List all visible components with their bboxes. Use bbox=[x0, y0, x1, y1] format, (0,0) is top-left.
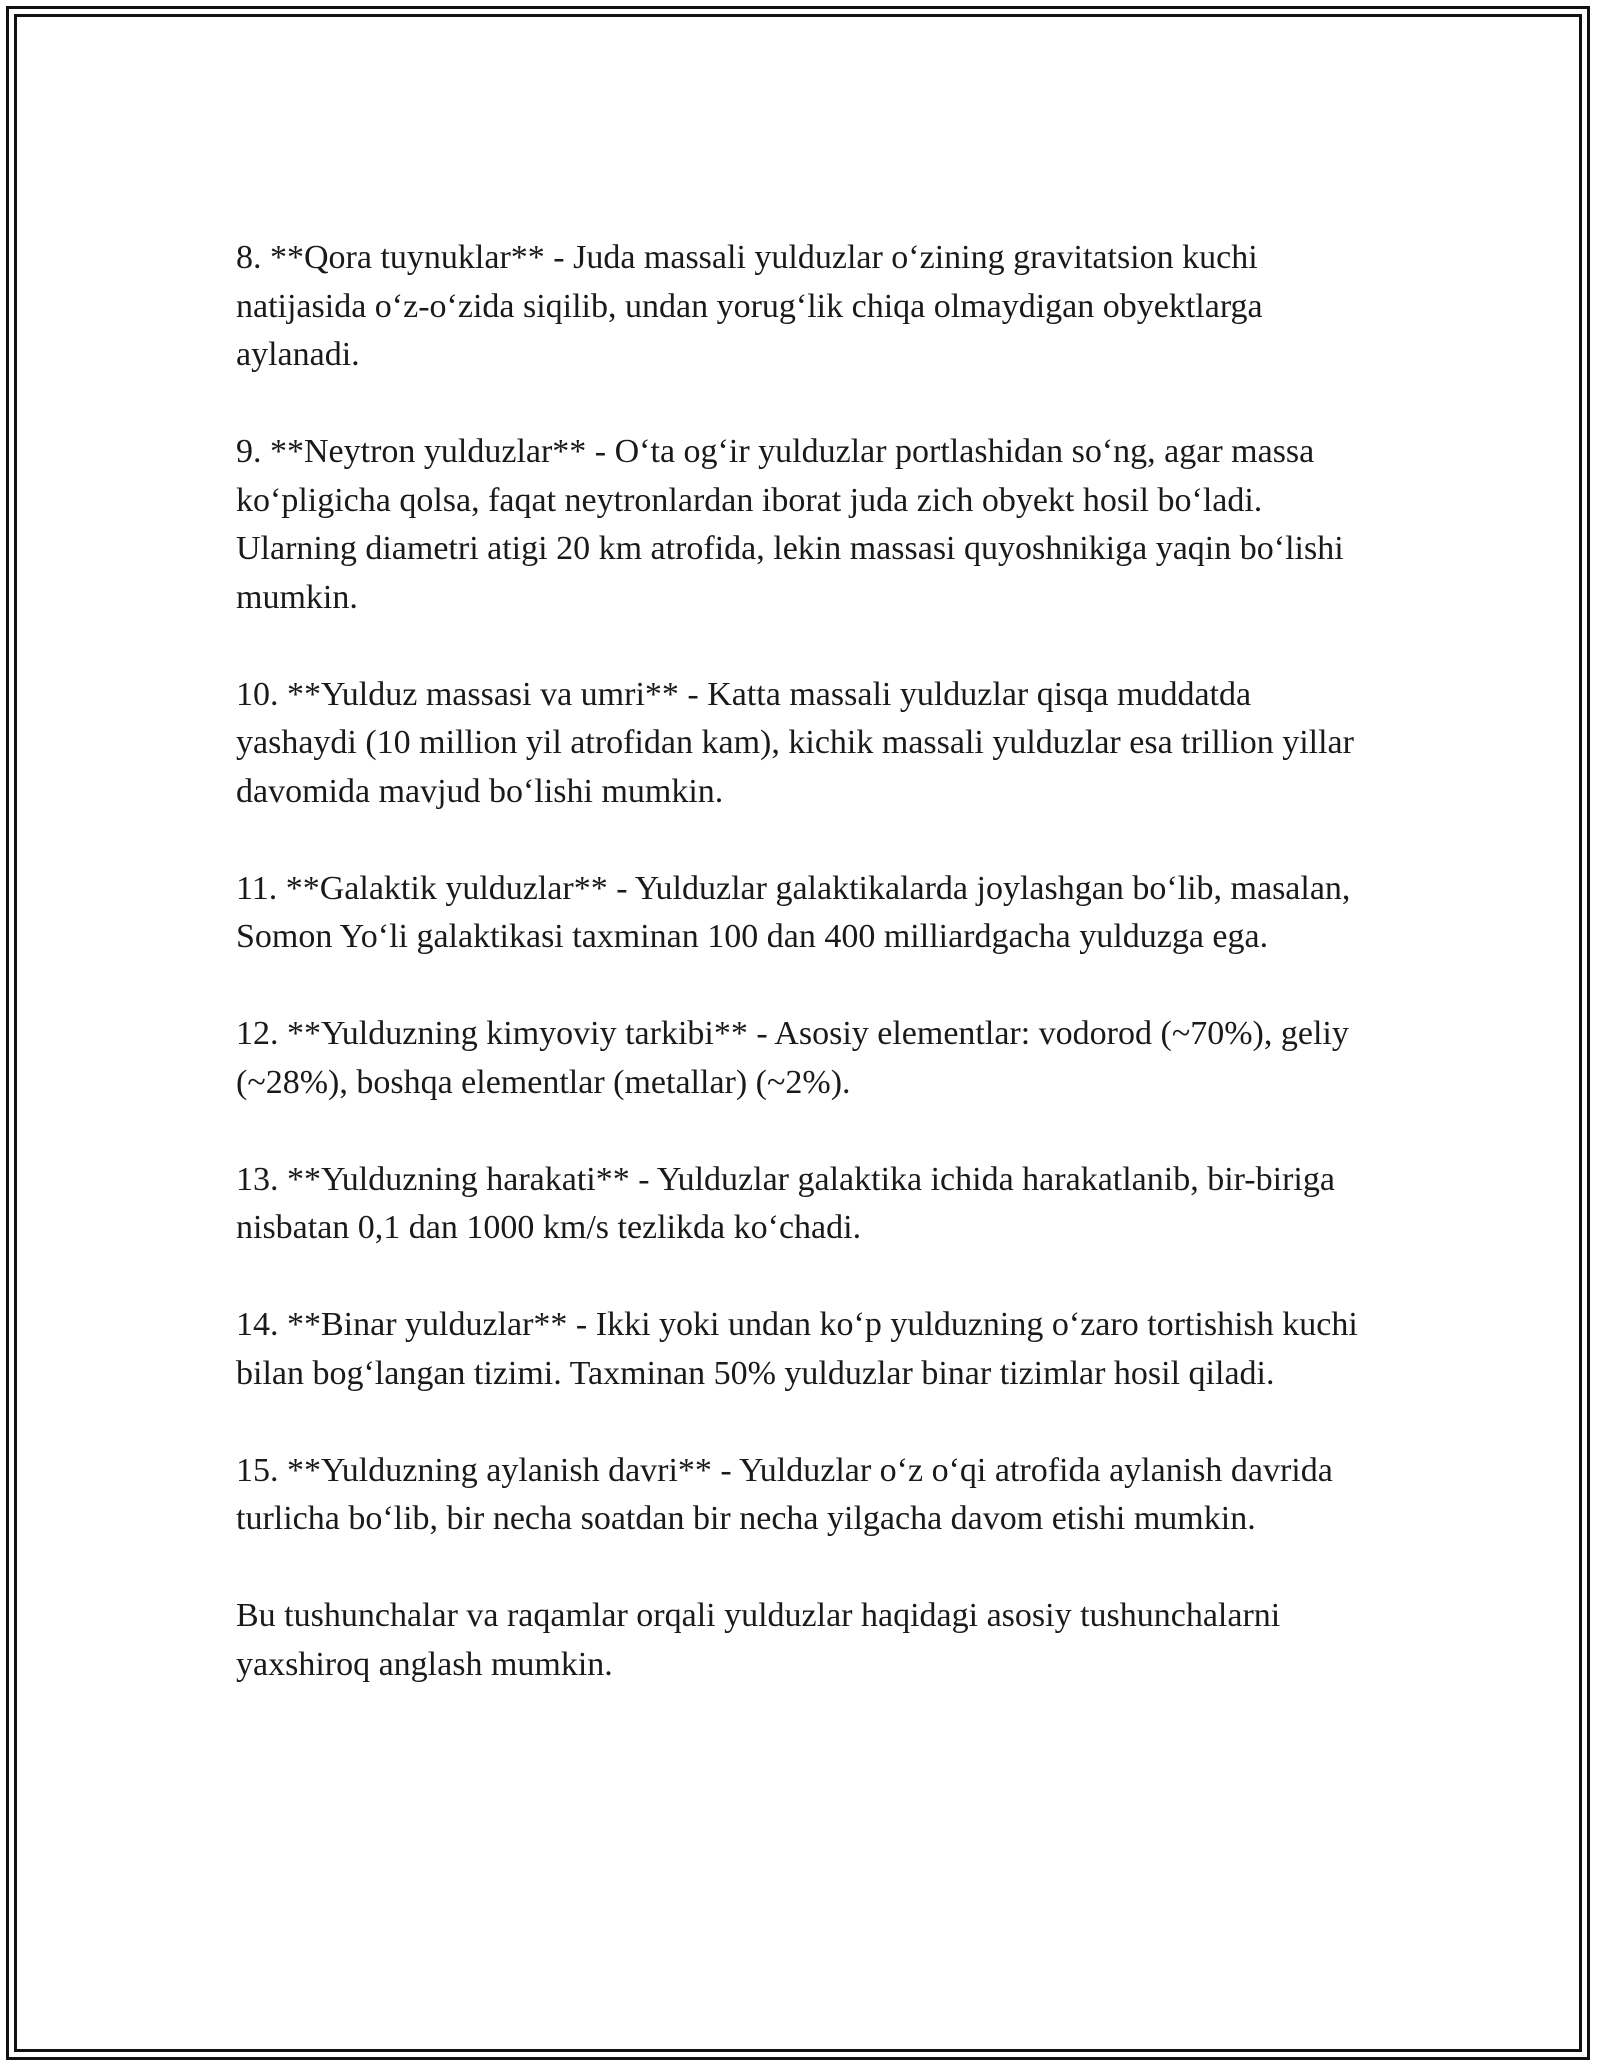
paragraph-black-holes: 8. **Qora tuynuklar** - Juda massali yulduzlar o‘zining gravitatsion kuchi natijasida o‘z-o‘zida siqilib, undan yorug‘lik chiqa olmaydigan obyektlarga aylanadi. bbox=[236, 239, 1263, 373]
paragraph-star-motion: 13. **Yulduzning harakati** - Yulduzlar galaktika ichida harakatlanib, bir-biriga nisbatan 0,1 dan 1000 km/s tezlikda ko‘chadi. bbox=[236, 1160, 1335, 1246]
document-body bbox=[236, 234, 1376, 1689]
paragraph-binary-stars: 14. **Binar yulduzlar** - Ikki yoki undan ko‘p yulduzning o‘zaro tortishish kuchi bilan bog‘langan tizimi. Taxminan 50% yulduzlar binar tizimlar hosil qiladi. bbox=[236, 1306, 1358, 1392]
paragraph-conclusion: Bu tushunchalar va raqamlar orqali yulduzlar haqidagi asosiy tushunchalarni yaxshiroq anglash mumkin. bbox=[236, 1597, 1281, 1683]
paragraph-chemical-composition: 12. **Yulduzning kimyoviy tarkibi** - Asosiy elementlar: vodorod (~70%), geliy (~28%), boshqa elementlar (metallar) (~2%). bbox=[236, 1015, 1349, 1101]
paragraph-neutron-stars: 9. **Neytron yulduzlar** - O‘ta og‘ir yulduzlar portlashidan so‘ng, agar massa ko‘pligicha qolsa, faqat neytronlardan iborat juda zich obyekt hosil bo‘ladi. Ularning diametri atigi 20 km atrofida, lekin massasi quyoshnikiga yaqin bo‘lishi mumkin. bbox=[236, 433, 1344, 616]
paragraph-star-mass-lifetime: 10. **Yulduz massasi va umri** - Katta massali yulduzlar qisqa muddatda yashaydi (10 million yil atrofidan kam), kichik massali yulduzlar esa trillion yillar davomida mavjud bo‘lishi mumkin. bbox=[236, 675, 1354, 810]
paragraph-rotation-period: 15. **Yulduzning aylanish davri** - Yulduzlar o‘z o‘qi atrofida aylanish davrida turlicha bo‘lib, bir necha soatdan bir necha yilgacha davom etishi mumkin. bbox=[236, 1451, 1333, 1537]
paragraph-galactic-stars: 11. **Galaktik yulduzlar** - Yulduzlar galaktikalarda joylashgan bo‘lib, masalan, Somon Yo‘li galaktikasi taxminan 100 dan 400 milliardgacha yulduzga ega. bbox=[236, 869, 1351, 955]
